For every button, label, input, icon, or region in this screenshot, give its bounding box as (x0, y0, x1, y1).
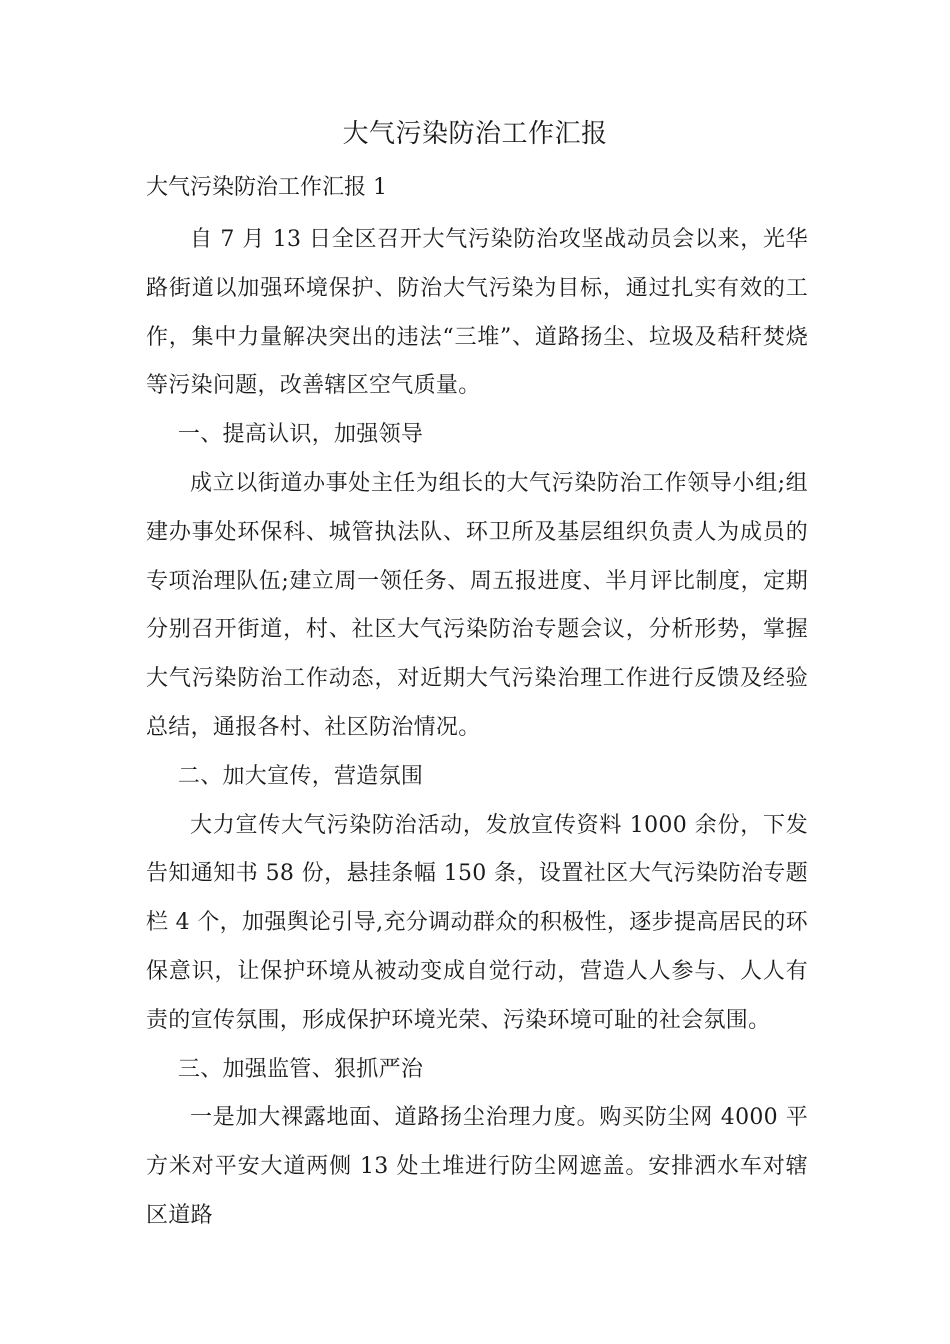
paragraph-section-3: 一是加大裸露地面、道路扬尘治理力度。购买防尘网 4000 平方米对平安大道两侧 13 处土堆进行防尘网遮盖。安排洒水车对辖区道路 (146, 1105, 808, 1228)
section-heading-3: 三、加强监管、狠抓严治 (177, 1056, 424, 1082)
document-subtitle: 大气污染防治工作汇报 1 (146, 175, 387, 200)
paragraph-section-1: 成立以街道办事处主任为组长的大气污染防治工作领导小组;组建办事处环保科、城管执法队、环卫所及基层组织负责人为成员的专项治理队伍;建立周一领任务、周五报进度、半月评比制度，定期分别召开街道，村、社区大气污染防治专题会议，分析形势，掌握大气污染防治工作动态，对近期大气污染治理工作进行反馈及经验总结，通报各村、社区防治情况。 (146, 470, 808, 740)
section-heading-2: 二、加大宣传，营造氛围 (177, 763, 424, 789)
paragraph-intro: 自 7 月 13 日全区召开大气污染防治攻坚战动员会以来，光华路街道以加强环境保护、防治大气污染为目标，通过扎实有效的工作，集中力量解决突出的违法“三堆”、道路扬尘、垃圾及秸秆焚烧等污染问题，改善辖区空气质量。 (146, 227, 808, 399)
document-title: 大气污染防治工作汇报 (342, 119, 608, 149)
paragraph-section-2: 大力宣传大气污染防治活动，发放宣传资料 1000 余份，下发告知通知书 58 份，悬挂条幅 150 条，设置社区大气污染防治专题栏 4 个，加强舆论引导,充分调动群众的积极性，逐步提高居民的环保意识，让保护环境从被动变成自觉行动，营造人人参与、人人有责的宣传氛围，形成保护环境光荣、污染环境可耻的社会氛围。 (146, 812, 808, 1033)
document-body (146, 216, 808, 1241)
section-heading-1: 一、提高认识，加强领导 (177, 422, 424, 448)
